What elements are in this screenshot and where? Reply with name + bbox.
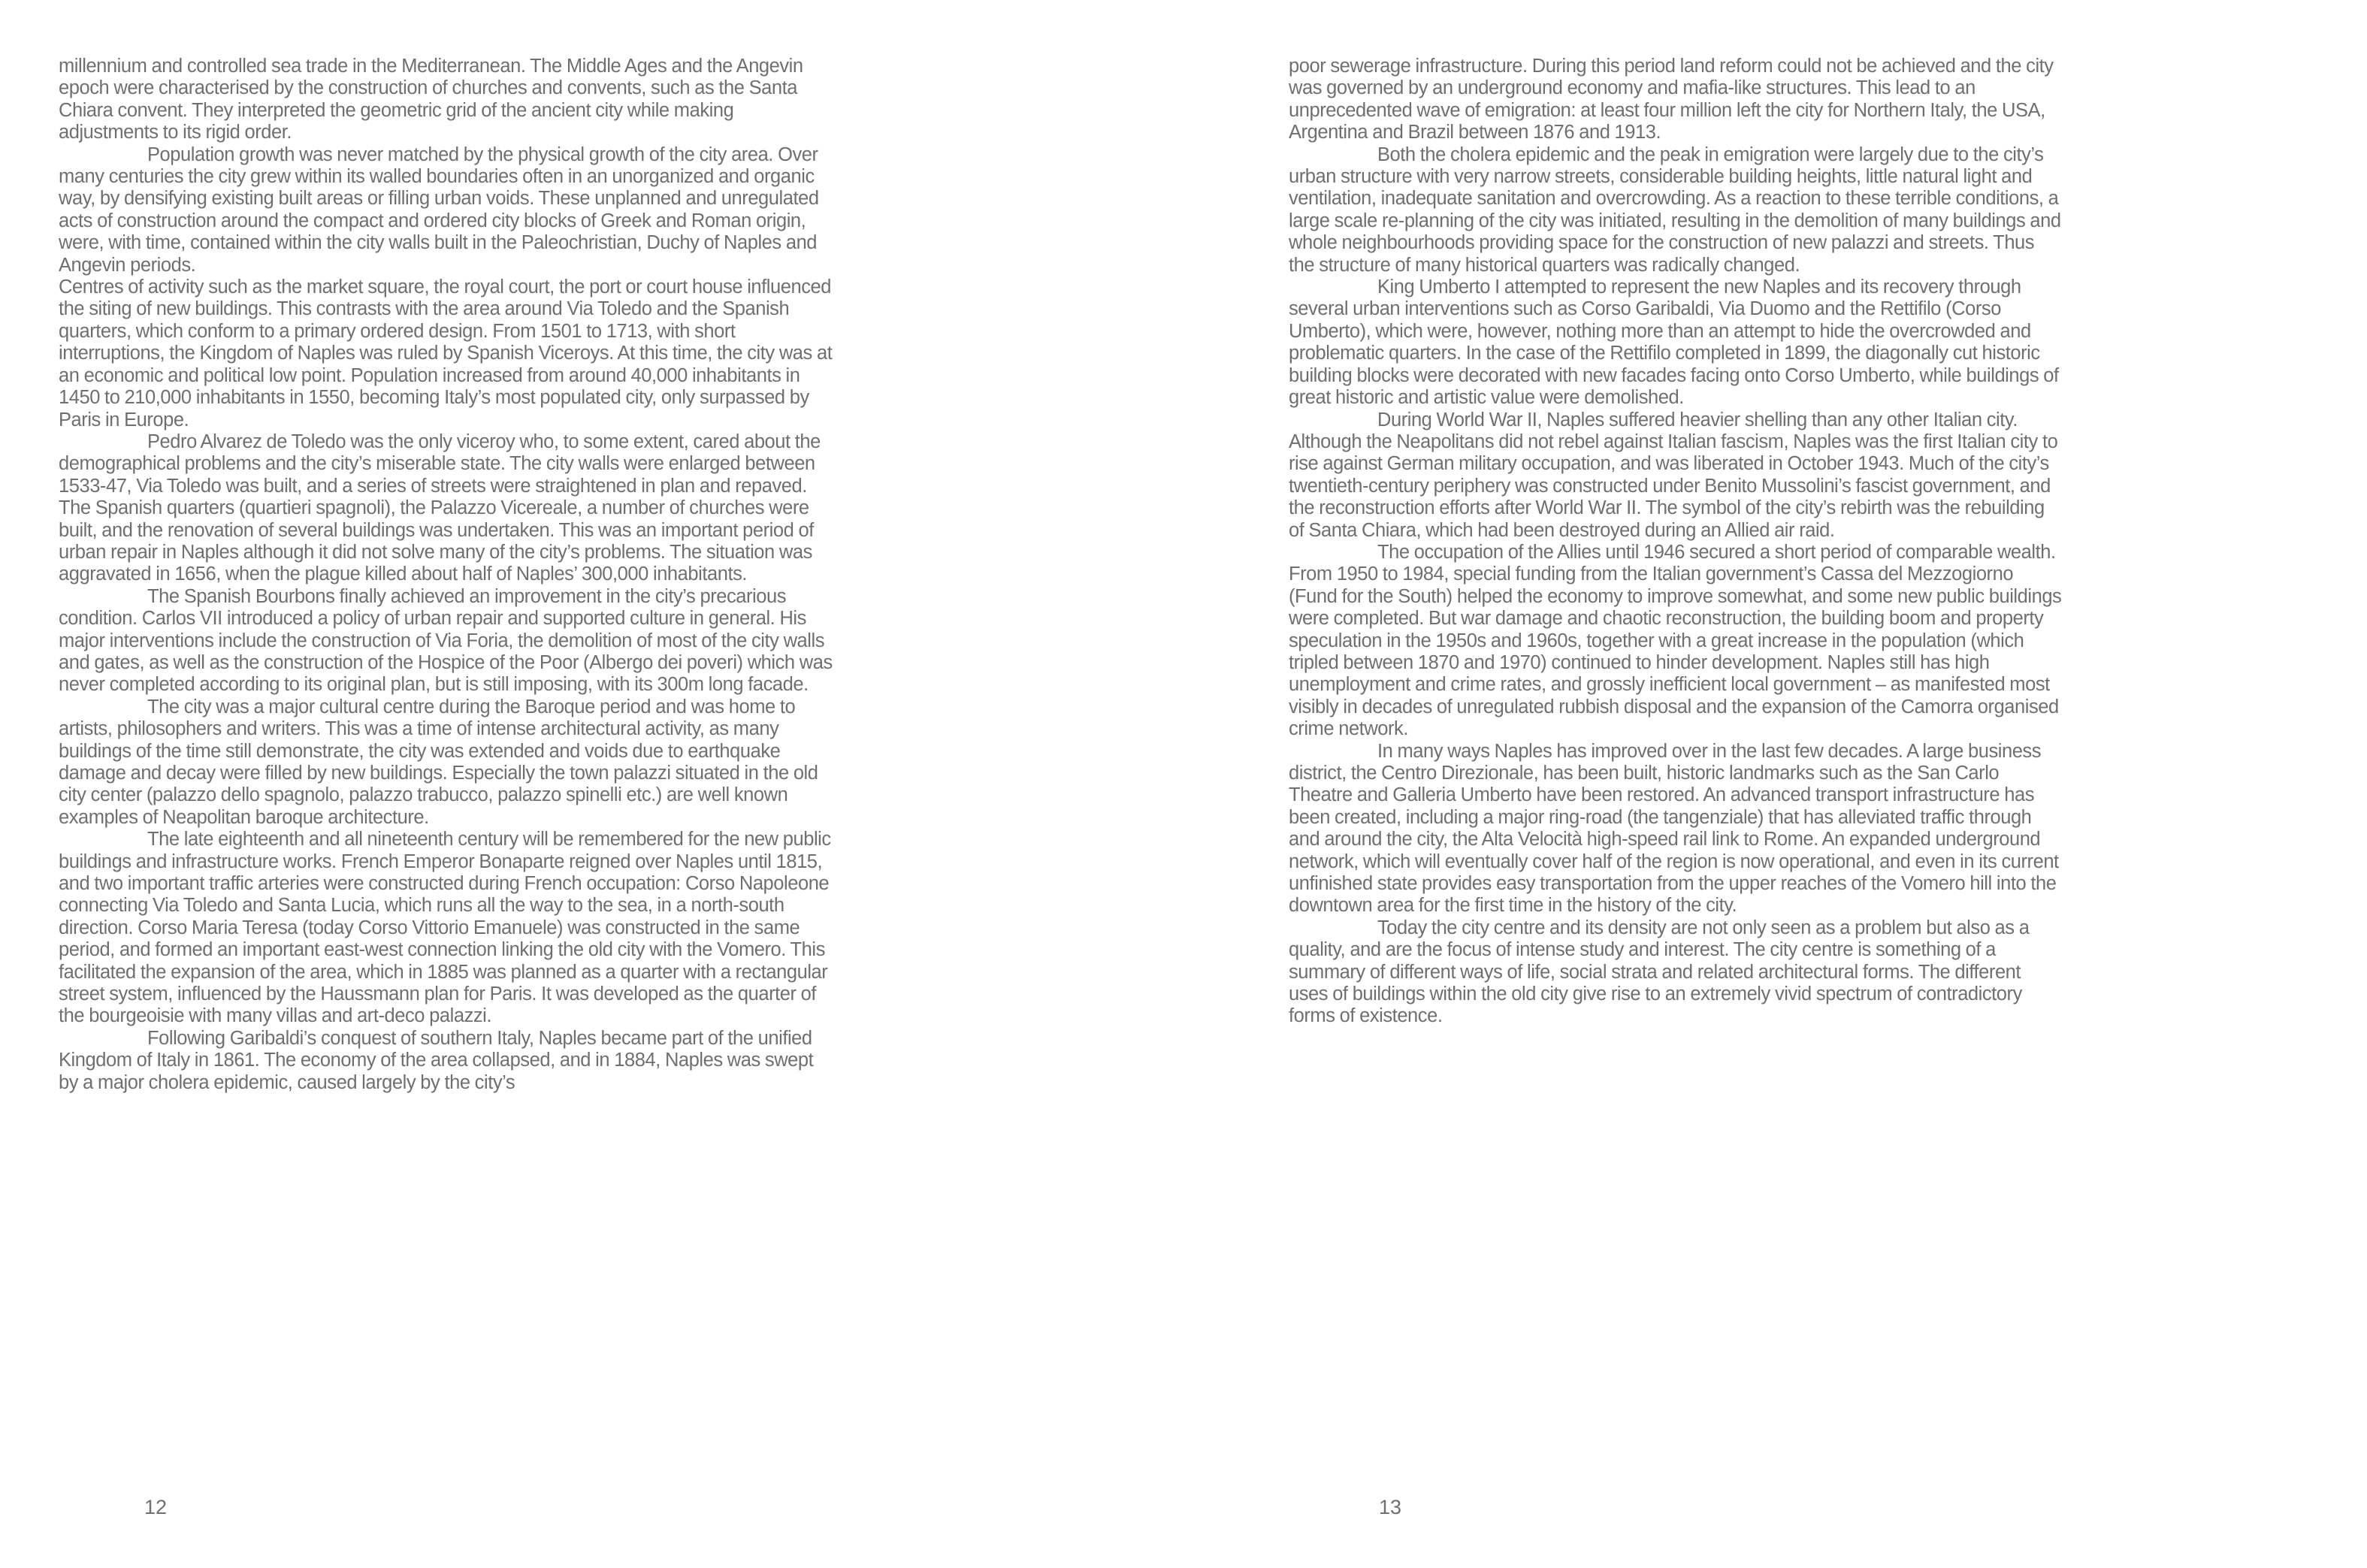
paragraph: Pedro Alvarez de Toledo was the only viceroy who, to some extent, cared about the demographical problems and the city’s miserable state. The city walls were enlarged between 1533-47, Via Toledo was built, and a series of streets were straightened in plan and repaved. The Spanish quarters (quartieri spagnoli), the Palazzo Vicereale, a number of churches were built, and the renovation of several buildings was undertaken. This was an important period of urban repair in Naples although it did not solve many of the city’s problems. The situation was aggravated in 1656, when the plague killed about half of Naples’ 300,000 inhabitants. [59,431,821,585]
paragraph: During World War II, Naples suffered heavier shelling than any other Italian city. Although the Neapolitans did not rebel against Italian fascism, Naples was the first Italian city to rise against German military occupation, and was liberated in October 1943. Much of the city’s twentieth-century periphery was constructed under Benito Mussolini’s fascist government, and the reconstruction efforts after World War II. The symbol of the city’s rebirth was the rebuilding of Santa Chiara, which had been destroyed during an Allied air raid. [1289,409,2058,541]
left-text-column [59,56,833,1094]
paragraph: Today the city centre and its density are not only seen as a problem but also as a quality, and are the focus of intense study and interest. The city centre is something of a summary of different ways of life, social strata and related architectural forms. The different uses of buildings within the old city give rise to an extremely vivid spectrum of contradictory forms of existence. [1289,917,2030,1027]
page-number: 13 [1379,1496,1402,1518]
paragraph: millennium and controlled sea trade in the Mediterranean. The Middle Ages and the Angevin epoch were characterised by the construction of churches and convents, such as the Santa Chiara convent. They interpreted the geometric grid of the ancient city while making adjustments to its rigid order. [59,56,803,144]
paragraph: Both the cholera epidemic and the peak in emigration were largely due to the city’s urban structure with very narrow streets, considerable building heights, little natural light and ventilation, inadequate sanitation and overcrowding. As a reaction to these terrible conditions, a large scale re-planning of the city was initiated, resulting in the demolition of many buildings and whole neighbourhoods providing space for the construction of new palazzi and streets. Thus the structure of many historical quarters was radically changed. [1289,144,2061,276]
paragraph: Centres of activity such as the market square, the royal court, the port or court house influenced the siting of new buildings. This contrasts with the area around Via Toledo and the Spanish quarters, which conform to a primary ordered design. From 1501 to 1713, with short interruptions, the Kingdom of Naples was ruled by Spanish Viceroys. At this time, the city was at an economic and political low point. Population increased from around 40,000 inhabitants in 1450 to 210,000 inhabitants in 1550, becoming Italy’s most populated city, only surpassed by Paris in Europe. [59,276,833,431]
paragraph: The late eighteenth and all nineteenth century will be remembered for the new public buildings and infrastructure works. French Emperor Bonaparte reigned over Naples until 1815, and two important traffic arteries were constructed during French occupation: Corso Napoleone connecting Via Toledo and Santa Lucia, which runs all the way to the sea, in a north-south direction. Corso Maria Teresa (today Corso Vittorio Emanuele) was constructed in the same period, and formed an important east-west connection linking the old city with the Vomero. This facilitated the expansion of the area, which in 1885 was planned as a quarter with a rectangular street system, influenced by the Haussmann plan for Paris. It was developed as the quarter of the bourgeoisie with many villas and art-deco palazzi. [59,829,831,1027]
paragraph: In many ways Naples has improved over in the last few decades. A large business district, the Centro Direzionale, has been built, historic landmarks such as the San Carlo Theatre and Galleria Umberto have been restored. An advanced transport infrastructure has been created, including a major ring-road (the tangenziale) that has alleviated traffic through and around the city, the Alta Velocità high-speed rail link to Rome. An expanded underground network, which will eventually cover half of the region is now operational, and even in its current unfinished state provides easy transportation from the upper reaches of the Vomero hill into the downtown area for the first time in the history of the city. [1289,740,2059,917]
right-page [1184,0,2367,1568]
paragraph: Following Garibaldi’s conquest of southern Italy, Naples became part of the unified Kingdom of Italy in 1861. The economy of the area collapsed, and in 1884, Naples was swept by a major cholera epidemic, caused largely by the city’s [59,1027,814,1093]
paragraph: The city was a major cultural centre during the Baroque period and was home to artists, philosophers and writers. This was a time of intense architectural activity, as many buildings of the time still demonstrate, the city was extended and voids due to earthquake damage and decay were filled by new buildings. Especially the town palazzi situated in the old city center (palazzo dello spagnolo, palazzo trabucco, palazzo spinelli etc.) are well known examples of Neapolitan baroque architecture. [59,696,818,828]
paragraph: The occupation of the Allies until 1946 secured a short period of comparable wealth. [1377,541,2056,563]
right-text-column [1289,56,2063,1028]
page-number: 12 [144,1496,168,1518]
paragraph: From 1950 to 1984, special funding from the Italian government’s Cassa del Mezzogiorno (Fund for the South) helped the economy to improve somewhat, and some new public buildings were completed. But war damage and chaotic reconstruction, the building boom and property speculation in the 1950s and 1960s, together with a great increase in the population (which tripled between 1870 and 1970) continued to hinder development. Naples still has high unemployment and crime rates, and grossly inefficient local government – as manifested most visibly in decades of unregulated rubbish disposal and the expansion of the Camorra organised crime network. [1289,563,2062,740]
paragraph: King Umberto I attempted to represent the new Naples and its recovery through several urban interventions such as Corso Garibaldi, Via Duomo and the Rettifilo (Corso Umberto), which were, however, nothing more than an attempt to hide the overcrowded and problematic quarters. In the case of the Rettifilo completed in 1899, the diagonally cut historic building blocks were decorated with new facades facing onto Corso Umberto, while buildings of great historic and artistic value were demolished. [1289,276,2059,409]
paragraph: Population growth was never matched by the physical growth of the city area. Over many centuries the city grew within its walled boundaries often in an unorganized and organic way, by densifying existing built areas or filling urban voids. These unplanned and unregulated acts of construction around the compact and ordered city blocks of Greek and Roman origin, were, with time, contained within the city walls built in the Paleochristian, Duchy of Naples and Angevin periods. [59,144,819,276]
paragraph: poor sewerage infrastructure. During this period land reform could not be achieved and the city was governed by an underground economy and mafia-like structures. This lead to an unprecedented wave of emigration: at least four million left the city for Northern Italy, the USA, Argentina and Brazil between 1876 and 1913. [1289,56,2054,144]
paragraph: The Spanish Bourbons finally achieved an improvement in the city’s precarious condition. Carlos VII introduced a policy of urban repair and supported culture in general. His major interventions include the construction of Via Foria, the demolition of most of the city walls and gates, as well as the construction of the Hospice of the Poor (Albergo dei poveri) which was never completed according to its original plan, but is still imposing, with its 300m long facade. [59,585,833,696]
